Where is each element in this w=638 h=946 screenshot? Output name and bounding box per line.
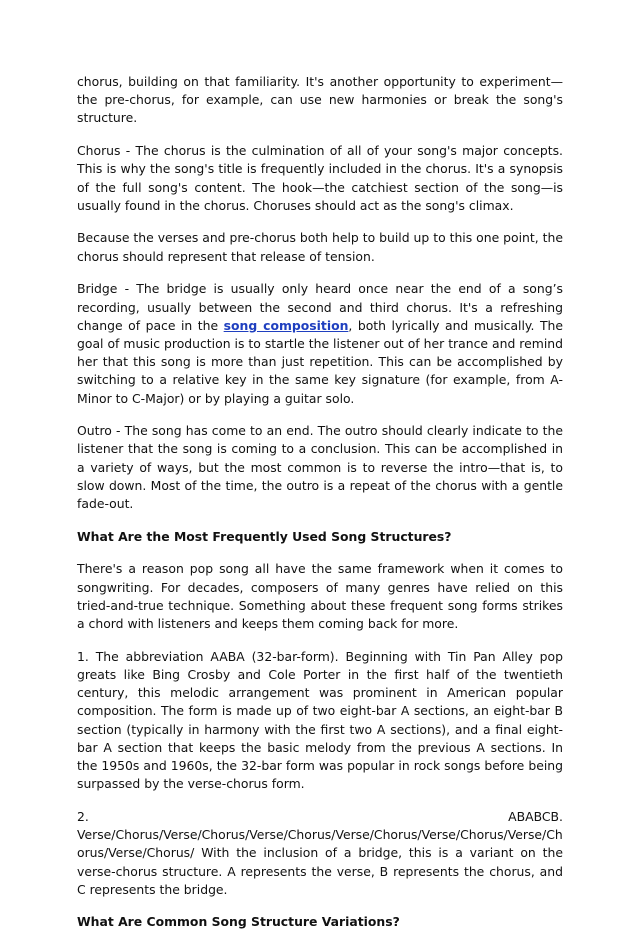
heading-frequent-song-structures: What Are the Most Frequently Used Song Structures? — [77, 528, 452, 544]
paragraph-framework: There's a reason pop song all have the same framework when it comes to songwriting. For decades, composers of many genres have relied on this tried-and-true technique. Something about these frequent song forms strikes a chord with listeners and keeps them coming back for more. — [77, 561, 563, 632]
paragraph-bridge — [77, 280, 563, 407]
paragraph-aaba-form: 1. The abbreviation AABA (32-bar-form). Beginning with Tin Pan Alley pop greats like Bing Crosby and Cole Porter in the first half of the twentieth century, this melodic arrangement was prominent in American popular composition. The form is made up of two eight-bar A sections, an eight-bar B section (typically in harmony with the first two A sections), and a final eight-bar A section that keeps the basic melody from the previous A sections. In the 1950s and 1960s, the 32-bar form was popular in rock songs before being surpassed by the verse-chorus form. — [77, 648, 563, 792]
structure-code: ABABCB. — [508, 808, 563, 824]
bridge-text-after-link: , both lyrically and musically. The goal of music production is to startle the listener out of her trance and remind her that this song is more than just repetition. This can be accomplished by switching to a relative key in the same key signature (for example, from A-Minor to C-Major) or by playing a guitar solo. — [77, 317, 563, 406]
ababcb-body — [77, 826, 563, 899]
document-page — [77, 73, 563, 946]
song-composition-link[interactable]: song composition — [223, 317, 349, 333]
verse-chorus-sequence: Verse/Chorus/Verse/Chorus/Verse/Chorus/Verse/Chorus/Verse/Chorus/Verse/Chorus/Verse/Chorus/ — [77, 827, 563, 861]
paragraph-release-of-tension: Because the verses and pre-chorus both help to build up to this one point, the chorus should represent that release of tension. — [77, 230, 563, 264]
bridge-text-before-link: Bridge - The bridge is usually only heard once near the end of a song’s recording, usually between the second and third chorus. It's a refreshing change of pace in the — [77, 281, 563, 333]
paragraph-ababcb-form — [77, 808, 563, 899]
list-number: 2. — [77, 808, 89, 824]
paragraph-outro: Outro - The song has come to an end. The outro should clearly indicate to the listener that the song is coming to a conclusion. This can be accomplished in a variety of ways, but the most common is to reverse the intro—that is, to slow down. Most of the time, the outro is a repeat of the chorus with a gentle fade-out. — [77, 423, 563, 512]
ababcb-first-line — [77, 808, 563, 826]
heading-song-structure-variations: What Are Common Song Structure Variations? — [77, 914, 400, 930]
paragraph-pre-chorus-continued: chorus, building on that familiarity. It's another opportunity to experiment—the pre-chorus, for example, can use new harmonies or break the song's structure. — [77, 74, 563, 126]
ababcb-description: With the inclusion of a bridge, this is a variant on the verse-chorus structure. A represents the verse, B represents the chorus, and C represents the bridge. — [77, 845, 563, 897]
paragraph-chorus: Chorus - The chorus is the culmination of all of your song's major concepts. This is why the song's title is frequently included in the chorus. It's a synopsis of the full song's content. The hook—the catchiest section of the song—is usually found in the chorus. Choruses should act as the song's climax. — [77, 143, 563, 213]
